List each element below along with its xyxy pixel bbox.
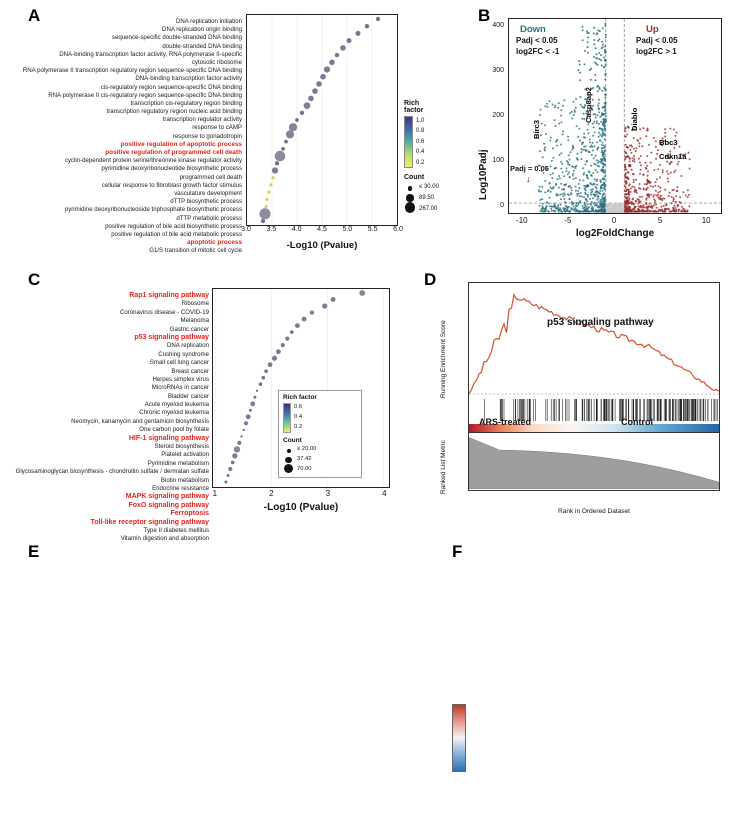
panel-d-x-ticks	[468, 496, 720, 506]
panel-c-term: Small cell lung cancer	[149, 359, 209, 367]
panel-c-term: Rap1 signaling pathway	[129, 292, 209, 299]
panel-b-letter: B	[478, 6, 491, 25]
panel-c-term: Steroid biosynthesis	[154, 443, 209, 451]
panel-c-term: Glycosaminoglycan biosynthesis - chondroitin sulfate / dermatan sulfate	[15, 468, 209, 476]
panel-b-y-tick: 400	[492, 22, 504, 29]
panel-b-x-tick: -5	[564, 216, 572, 225]
svg-text:Bbc3: Bbc3	[659, 138, 678, 147]
panel-a-term: pyrimidine deoxyribonucleotide biosynthetic process	[101, 165, 242, 173]
panel-c-rich-tick: 0.2	[294, 423, 303, 430]
panel-a-term: positive regulation of programmed cell death	[105, 149, 242, 156]
panel-f-column-dendrogram	[476, 554, 686, 610]
panel-c-x-label: -Log10 (Pvalue)	[263, 502, 339, 513]
panel-a-term: RNA polymerase II cis-regulatory region sequence-specific DNA binding	[48, 91, 242, 99]
panel-c-color-ramp	[283, 403, 291, 433]
panel-f-color-scale	[452, 704, 469, 772]
panel-c-term: Platelet activation	[161, 451, 209, 459]
panel-d-ranked-metric	[468, 417, 720, 491]
panel-a-term: pyrimidine deoxyribonucleoside triphosphate biosynthetic process	[64, 206, 242, 214]
panel-c-term: Toll-like receptor signaling pathway	[90, 518, 209, 526]
panel-a-term: sequence-specific double-stranded DNA binding	[111, 34, 242, 42]
panel-c-term: Coronavirus disease - COVID-19	[119, 308, 209, 316]
panel-a-rich-tick: 0.4	[416, 149, 425, 156]
panel-c-term: Bladder cancer	[168, 392, 209, 400]
panel-c-term: MicroRNAs in cancer	[151, 384, 209, 392]
panel-a-term: transcription regulatory region nucleic acid binding	[106, 108, 242, 116]
panel-a-color-ramp	[404, 116, 413, 168]
panel-d-x-label: Rank in Ordered Dataset	[558, 508, 630, 515]
panel-c-term: Melanoma	[180, 317, 209, 325]
panel-d-y-label-top: Running Enrichment Score	[440, 320, 447, 398]
panel-a-term: DNA replication origin binding	[162, 26, 242, 34]
panel-d-enrichment-curve	[468, 282, 720, 398]
panel-c-legend-count-items	[283, 444, 357, 474]
panel-c-rich-tick: 0.6	[294, 404, 303, 410]
panel-c-legend-rich-ticks	[294, 403, 302, 433]
panel-a-term: cellular response to fibroblast growth factor stimulus	[101, 181, 242, 189]
panel-d-gsea	[468, 282, 720, 491]
panel-a-rich-tick: 0.2	[416, 159, 425, 166]
svg-text:Diablo: Diablo	[630, 107, 639, 131]
panel-c-term: Biotin metabolism	[160, 476, 209, 484]
panel-a-term: double-stranded DNA binding	[162, 42, 242, 50]
panel-a-term: DNA-binding transcription factor activity	[135, 75, 242, 83]
panel-e	[0, 540, 448, 792]
panel-a-x-label: -Log10 (Pvalue)	[286, 240, 358, 251]
panel-a-term: cis-regulatory region sequence-specific DNA binding	[100, 83, 242, 91]
panel-a-legend-rich-title: Rich	[404, 100, 420, 107]
panel-a-legend-rich-title2: factor	[404, 107, 424, 114]
panel-a-rich-tick: 0.8	[416, 128, 425, 135]
panel-a-term: positive regulation of bile acid metabolic process	[111, 230, 242, 238]
panel-c-term: FoxO signaling pathway	[128, 501, 209, 509]
panel-a-term: dTTP metabolic process	[176, 214, 242, 222]
panel-a-count-item: 89.50	[419, 194, 435, 201]
panel-a-letter: A	[28, 6, 41, 25]
panel-a-x-tick: 5.5	[367, 226, 378, 233]
panel-a-term: cytosolic ribosome	[191, 58, 242, 66]
panel-c-term-labels	[4, 292, 209, 544]
panel-b-y-tick: 300	[492, 67, 504, 75]
panel-c-term: MAPK signaling pathway	[125, 493, 209, 501]
panel-b-x-tick: 0	[611, 216, 617, 225]
panel-a-term: DNA replication initiation	[175, 18, 242, 25]
panel-a-term: transcription cis-regulatory region binding	[130, 99, 242, 107]
panel-b-y-tick: 0	[500, 202, 504, 210]
panel-b-down-line2: log2FC < -1	[516, 47, 560, 56]
panel-c-term: Vitamin digestion and absorption	[120, 535, 209, 543]
panel-a-x-axis	[241, 226, 403, 251]
panel-a-count-item: ≤ 30.00	[419, 183, 439, 190]
panel-c-term: DNA replication	[167, 342, 209, 350]
panel-b-up-line1: Padj < 0.05	[636, 36, 678, 45]
panel-c-x-tick: 2	[269, 489, 274, 498]
panel-a-term: vasculature development	[174, 189, 242, 197]
panel-c-x-ticks	[212, 489, 390, 499]
panel-a-term: cyclin-dependent protein serine/threonine kinase regulator activity	[64, 157, 242, 165]
panel-a-count-item: 267.00	[419, 205, 438, 212]
panel-a-legend-count-items	[404, 181, 456, 214]
panel-c-count-row	[283, 444, 357, 454]
panel-b-y-ticks	[482, 18, 506, 214]
panel-b-y-label: Log10Padj	[478, 149, 489, 200]
panel-c-letter: C	[28, 270, 41, 289]
panel-a-term: DNA-binding transcription factor activity, RNA polymerase II-specific	[59, 50, 242, 58]
panel-d-y-label-bottom: Ranked List Metric	[440, 440, 447, 494]
panel-d-letter: D	[424, 270, 437, 289]
panel-a-x-tick: 4.5	[317, 226, 327, 233]
panel-a-term: response to cAMP	[192, 124, 242, 132]
panel-a-legend	[404, 100, 456, 214]
panel-b-up-title: Up	[646, 24, 659, 35]
panel-d-group-left: ARS-treated	[479, 417, 532, 427]
panel-e-chord-diagram	[0, 550, 448, 790]
panel-d-title: p53 singaling pathway	[547, 317, 654, 328]
panel-b-up-line2: log2FC > 1	[636, 47, 677, 56]
panel-a-rich-tick: 0.6	[416, 138, 425, 145]
panel-a-x-tick: 3.0	[241, 226, 251, 233]
panel-b	[460, 4, 739, 256]
panel-c-count-item: 37.42	[297, 456, 312, 462]
panel-a-term: RNA polymerase II transcription regulatory region sequence-specific DNA binding	[22, 67, 242, 75]
panel-b-padj-arrow: ↓	[526, 174, 531, 184]
panel-c-count-row	[283, 464, 357, 474]
panel-b-padj-label: Padj = 0.05	[510, 164, 549, 173]
panel-c-term: Type II diabetes mellitus	[143, 526, 209, 534]
panel-c-term: Ribosome	[181, 300, 209, 308]
panel-f-heatmap	[476, 610, 686, 822]
panel-e-letter: E	[28, 542, 40, 561]
panel-b-y-tick: 100	[492, 157, 504, 165]
panel-a-rich-tick: 1.0	[416, 118, 425, 124]
svg-text:Cdkn1a: Cdkn1a	[659, 152, 687, 161]
panel-c-count-row	[283, 454, 357, 464]
panel-a-term: dTTP biosynthetic process	[170, 198, 242, 206]
panel-b-x-tick: 5	[657, 216, 663, 225]
panel-a-x-tick: 3.5	[266, 226, 277, 233]
panel-c-term: Neomycin, kanamycin and gentamicin biosynthesis	[71, 417, 209, 425]
panel-c-legend-rich-title: Rich factor	[283, 394, 317, 401]
svg-text:Birc3: Birc3	[532, 120, 541, 139]
panel-f-scale-ramp	[452, 704, 466, 772]
panel-a-dotplot	[247, 15, 397, 225]
panel-c-term: p53 signaling pathway	[134, 333, 209, 341]
panel-a-term: response to gonadotropin	[172, 132, 242, 140]
panel-c-x-tick: 1	[212, 489, 218, 498]
panel-c-legend	[278, 390, 362, 478]
panel-a-x-tick: 5.0	[342, 226, 353, 233]
panel-b-y-tick: 200	[492, 112, 504, 120]
svg-text:Casp8ap2: Casp8ap2	[584, 87, 593, 123]
panel-b-down-line1: Padj < 0.05	[516, 36, 558, 45]
panel-d	[420, 268, 739, 532]
panel-a-term: programmed cell death	[179, 173, 242, 181]
panel-a-x-tick: 6.0	[393, 226, 403, 233]
panel-c-count-item: 70.00	[297, 466, 312, 472]
panel-c-term: Ferroptosis	[170, 510, 209, 518]
panel-a-term: positive regulation of bile acid biosynthetic process	[105, 222, 242, 230]
panel-c	[0, 268, 420, 543]
panel-d-group-right: Control	[621, 417, 653, 427]
panel-a-term: apoptotic process	[186, 239, 242, 247]
panel-a-plot-area	[246, 14, 398, 226]
panel-a-term: positive regulation of apoptotic process	[120, 140, 242, 148]
panel-b-x-label: log2FoldChange	[575, 228, 655, 239]
panel-c-x-tick: 4	[382, 489, 387, 498]
panel-c-term: Herpes simplex virus	[152, 375, 209, 383]
panel-c-legend-count-title: Count	[283, 437, 302, 444]
panel-d-y-ticks	[444, 282, 466, 400]
panel-c-term: Gastric cancer	[169, 325, 209, 333]
panel-a-count-row	[404, 203, 456, 214]
panel-b-down-title: Down	[520, 24, 546, 35]
panel-c-term: Endocrine resistance	[152, 484, 209, 492]
panel-c-term: Chronic myeloid leukemia	[139, 409, 209, 417]
panel-b-x-tick: -10	[516, 216, 528, 225]
panel-c-x-tick: 3	[325, 489, 331, 498]
panel-a-term: G1/S transition of mitotic cell cycle	[149, 247, 242, 255]
panel-a-term-labels	[6, 18, 242, 255]
panel-a-legend-rich-ticks	[416, 116, 424, 168]
panel-c-term: Breast cancer	[171, 367, 209, 375]
panel-c-count-item: ≤ 20.00	[297, 446, 317, 452]
panel-f	[448, 540, 739, 792]
panel-a-legend-count-title: Count	[404, 174, 425, 182]
panel-b-x-ticks	[508, 216, 722, 226]
panel-c-term: HIF-1 signaling pathway	[128, 434, 209, 442]
panel-c-rich-tick: 0.4	[294, 413, 303, 420]
panel-a	[0, 4, 455, 256]
panel-a-x-tick: 4.0	[291, 226, 302, 233]
panel-c-term: Acute myeloid leukemia	[144, 401, 209, 409]
panel-c-term: Pyrimidine metabolism	[147, 459, 209, 467]
panel-c-term: One carbon pool by folate	[139, 426, 209, 434]
panel-a-term: transcription regulator activity	[162, 116, 242, 124]
panel-f-letter: F	[452, 542, 463, 561]
panel-c-term: Cushing syndrome	[158, 350, 209, 358]
panel-b-x-tick: 10	[701, 216, 711, 225]
